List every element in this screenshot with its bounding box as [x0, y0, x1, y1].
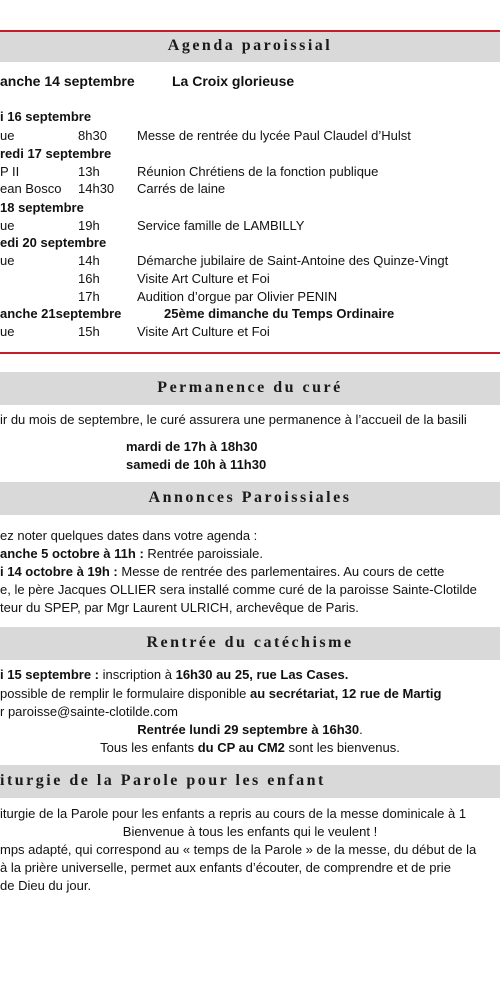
agenda-row-time: 13h: [78, 164, 100, 179]
annonce-text: Rentrée paroissiale.: [143, 546, 264, 561]
day-17-header: redi 17 septembre: [0, 146, 112, 161]
agenda-row-time: 17h: [78, 289, 100, 304]
sunday-14-date: anche 14 septembre: [0, 73, 135, 89]
day-20-header: edi 20 septembre: [0, 235, 107, 250]
rentree-date: Rentrée lundi 29 septembre à 16h30: [137, 722, 360, 737]
sunday-21-date: anche 21septembre: [0, 306, 122, 321]
permanence-slot-tuesday: mardi de 17h à 18h30: [126, 439, 258, 454]
rentree-period: .: [359, 722, 363, 737]
agenda-bottom-rule: [0, 352, 500, 354]
bienvenus-text-b: sont les bienvenus.: [284, 740, 400, 755]
liturgie-bienvenue: Bienvenue à tous les enfants qui le veulent !: [122, 824, 378, 839]
agenda-row-event: Carrés de laine: [137, 181, 226, 196]
inscription-place: 16h30 au 25, rue Las Cases.: [175, 667, 349, 682]
permanence-slot-saturday: samedi de 10h à 11h30: [126, 457, 267, 472]
day-16-header: i 16 septembre: [0, 109, 92, 124]
catechisme-inscription: [0, 667, 348, 683]
annonce-messe-parlementaires: [0, 564, 444, 580]
liturgie-title: iturgie de la Parole pour les enfant: [0, 772, 326, 789]
agenda-row-time: 19h: [78, 218, 100, 233]
agenda-row-time: 14h30: [78, 181, 115, 196]
catechisme-formulaire: [0, 686, 442, 702]
annonce-text: Messe de rentrée des parlementaires. Au cours de cette: [117, 564, 445, 579]
liturgie-text-line: de Dieu du jour.: [0, 878, 92, 893]
catechisme-title: Rentrée du catéchisme: [146, 634, 354, 651]
agenda-row-place: ue: [0, 128, 15, 143]
secretariat-address: au secrétariat, 12 rue de Martig: [250, 686, 442, 701]
agenda-row-event: Service famille de LAMBILLY: [137, 218, 305, 233]
agenda-row-place: ue: [0, 218, 15, 233]
agenda-row-place: P II: [0, 164, 20, 179]
agenda-row-event: Messe de rentrée du lycée Paul Claudel d’Hulst: [137, 128, 411, 143]
sunday-21-feast: 25ème dimanche du Temps Ordinaire: [164, 306, 395, 321]
permanence-intro: ir du mois de septembre, le curé assurera une permanence à l’accueil de la basili: [0, 412, 467, 427]
formulaire-text: possible de remplir le formulaire disponible: [0, 686, 251, 701]
inscription-date: i 15 septembre :: [0, 667, 99, 682]
agenda-row-place: ue: [0, 253, 15, 268]
annonce-text-line: e, le père Jacques OLLIER sera installé comme curé de la paroisse Sainte-Clotilde: [0, 582, 477, 597]
inscription-text: inscription à: [99, 667, 176, 682]
agenda-row-event: Audition d’orgue par Olivier PENIN: [137, 289, 338, 304]
agenda-row-time: 16h: [78, 271, 100, 286]
agenda-row-event: Réunion Chrétiens de la fonction publique: [137, 164, 379, 179]
annonce-date: anche 5 octobre à 11h :: [0, 546, 144, 561]
agenda-row-place: ue: [0, 324, 15, 339]
bienvenus-levels: du CP au CM2: [197, 740, 285, 755]
permanence-title: Permanence du curé: [157, 379, 343, 396]
bienvenus-text-a: Tous les enfants: [100, 740, 198, 755]
agenda-row-time: 14h: [78, 253, 100, 268]
agenda-row-event: Visite Art Culture et Foi: [137, 324, 270, 339]
agenda-row-time: 8h30: [78, 128, 107, 143]
liturgie-text-line: mps adapté, qui correspond au « temps de la Parole » de la messe, du début de la: [0, 842, 477, 857]
annonces-intro: ez noter quelques dates dans votre agenda :: [0, 528, 258, 543]
annonce-rentree-paroissiale: [0, 546, 263, 562]
agenda-row-event: Visite Art Culture et Foi: [137, 271, 270, 286]
annonces-title: Annonces Paroissiales: [148, 489, 352, 506]
liturgie-text-line: à la prière universelle, permet aux enfants d’écouter, de comprendre et de prie: [0, 860, 451, 875]
catechisme-rentree: [0, 722, 500, 738]
sunday-14-feast: La Croix glorieuse: [172, 73, 295, 89]
liturgie-text-line: iturgie de la Parole pour les enfants a repris au cours de la messe dominicale à 1: [0, 806, 467, 821]
catechisme-email: r paroisse@sainte-clotilde.com: [0, 704, 178, 719]
agenda-row-event: Démarche jubilaire de Saint-Antoine des Quinze-Vingt: [137, 253, 449, 268]
agenda-row-place: ean Bosco: [0, 181, 62, 196]
agenda-title: Agenda paroissial: [167, 37, 333, 54]
agenda-row-time: 15h: [78, 324, 100, 339]
annonce-text-line: teur du SPEP, par Mgr Laurent ULRICH, archevêque de Paris.: [0, 600, 359, 615]
day-18-header: 18 septembre: [0, 200, 84, 215]
catechisme-bienvenus: [0, 740, 500, 756]
annonce-date: i 14 octobre à 19h :: [0, 564, 118, 579]
